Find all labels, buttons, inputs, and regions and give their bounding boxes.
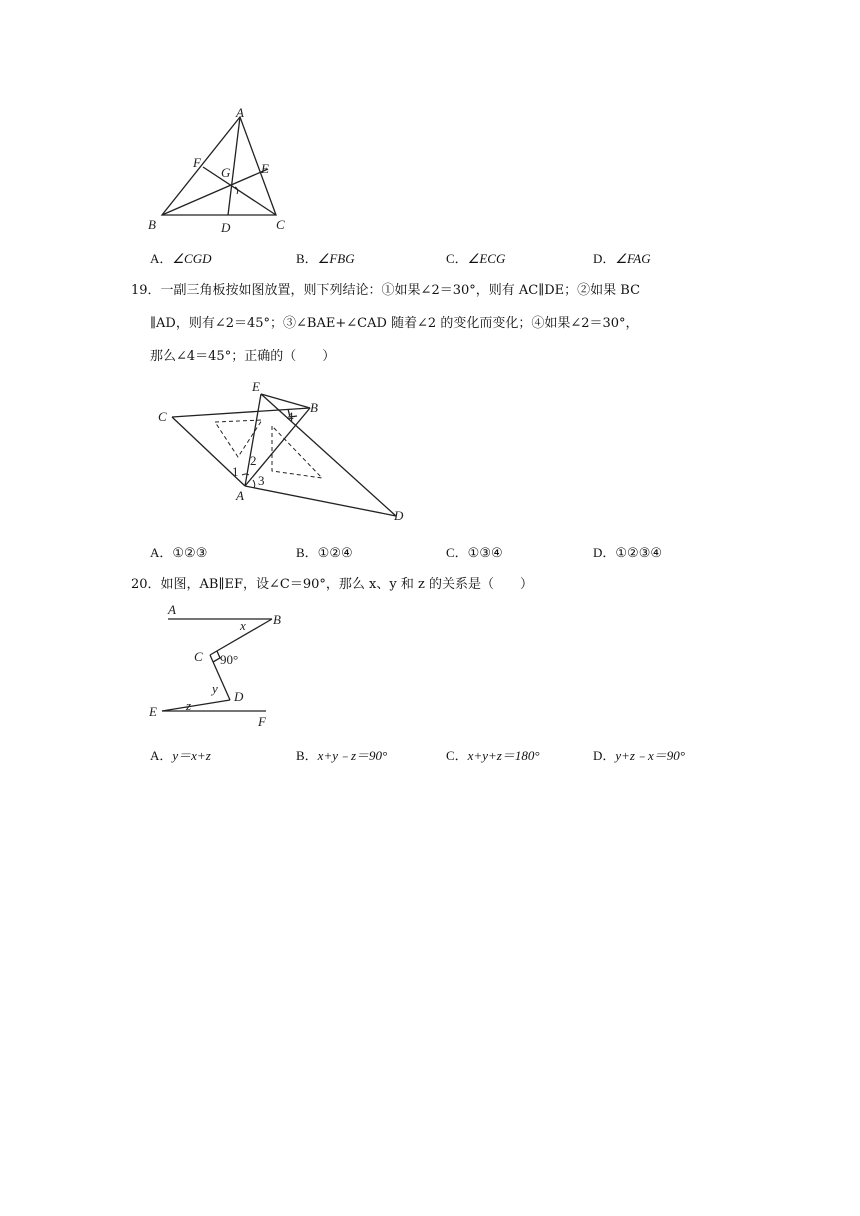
q18-label-c: C (276, 217, 285, 232)
q18-label-b: B (148, 217, 156, 232)
q20-label-a: A (168, 602, 176, 617)
q20-label-c: C (194, 649, 203, 664)
option-value: x+y﹣z＝90° (317, 748, 388, 763)
q18-option-a[interactable] (150, 248, 212, 267)
q19-option-a[interactable] (150, 542, 207, 561)
q18-label-f: F (193, 155, 201, 170)
q20-line-1 (131, 575, 533, 595)
q20-option-b[interactable] (296, 745, 387, 764)
option-letter: D． (593, 545, 616, 560)
q18-label-e: E (261, 161, 269, 176)
q20-text: 如图，AB∥EF，设∠C＝90°，那么 x、y 和 z 的关系是（ ） (160, 577, 533, 592)
q19-line-2 (150, 314, 639, 334)
q20-number: 20． (131, 577, 161, 592)
q19-label-a: A (236, 488, 244, 503)
q19-label-1: 1 (232, 464, 239, 479)
q20-label-b: B (273, 612, 281, 627)
q18-label-a: A (236, 105, 244, 120)
option-letter: A． (150, 251, 173, 266)
q20-label-d: D (234, 689, 244, 704)
option-letter: B． (296, 251, 318, 266)
q19-label-4: 4 (287, 409, 294, 424)
option-value: ①②③ (172, 546, 208, 561)
option-value: ①②③④ (615, 546, 663, 561)
q19-line-1 (131, 281, 640, 301)
q19-label-b: B (310, 400, 318, 415)
q19-text-1: 一副三角板按如图放置，则下列结论：①如果∠2＝30°，则有 AC∥DE；②如果 BC (160, 283, 641, 298)
q19-label-c: C (158, 409, 167, 424)
option-value: ∠CGD (172, 251, 212, 266)
option-letter: A． (150, 748, 173, 763)
option-value: ∠FAG (615, 251, 651, 266)
q20-label-e: E (149, 704, 157, 719)
q19-option-d[interactable] (593, 542, 662, 561)
q20-option-c[interactable] (446, 745, 540, 764)
q19-option-b[interactable] (296, 542, 353, 561)
q19-text-3: 那么∠4＝45°；正确的（ ） (150, 349, 336, 364)
q20-parallel-lines-figure (140, 600, 290, 730)
q20-option-a[interactable] (150, 745, 211, 764)
q18-label-g: G (221, 165, 231, 180)
q19-label-d: D (394, 508, 404, 523)
q20-label-f: F (258, 714, 266, 729)
option-letter: B． (296, 545, 318, 560)
option-value: y＝x+z (172, 748, 211, 763)
option-letter: C． (446, 251, 468, 266)
q18-triangle-figure (140, 105, 300, 235)
option-letter: B． (296, 748, 318, 763)
q20-label-z: z (186, 698, 192, 713)
q19-label-2: 2 (250, 453, 257, 468)
option-value: ①③④ (467, 546, 503, 561)
q18-label-d: D (221, 220, 231, 235)
option-value: y+z﹣x＝90° (615, 748, 685, 763)
q20-label-x: x (240, 618, 246, 633)
q20-label-y: y (212, 681, 218, 696)
option-letter: D． (593, 748, 616, 763)
q19-label-e: E (252, 379, 260, 394)
q19-option-c[interactable] (446, 542, 503, 561)
option-letter: C． (446, 545, 468, 560)
q20-label-90: 90° (220, 652, 239, 667)
q19-line-3 (150, 347, 335, 367)
q19-triangle-board-figure (150, 375, 415, 525)
option-letter: C． (446, 748, 468, 763)
q18-option-c[interactable] (446, 248, 505, 267)
q20-option-d[interactable] (593, 745, 685, 764)
q19-label-3: 3 (258, 473, 265, 488)
option-value: ∠FBG (317, 251, 355, 266)
option-value: ①②④ (317, 546, 353, 561)
q19-number: 19． (131, 283, 161, 298)
q18-option-b[interactable] (296, 248, 355, 267)
q18-option-d[interactable] (593, 248, 651, 267)
option-value: ∠ECG (467, 251, 506, 266)
option-value: x+y+z＝180° (467, 748, 540, 763)
q19-text-2: ∥AD，则有∠2＝45°；③∠BAE+∠CAD 随着∠2 的变化而变化；④如果∠2＝30°， (150, 316, 639, 331)
option-letter: A． (150, 545, 173, 560)
option-letter: D． (593, 251, 616, 266)
